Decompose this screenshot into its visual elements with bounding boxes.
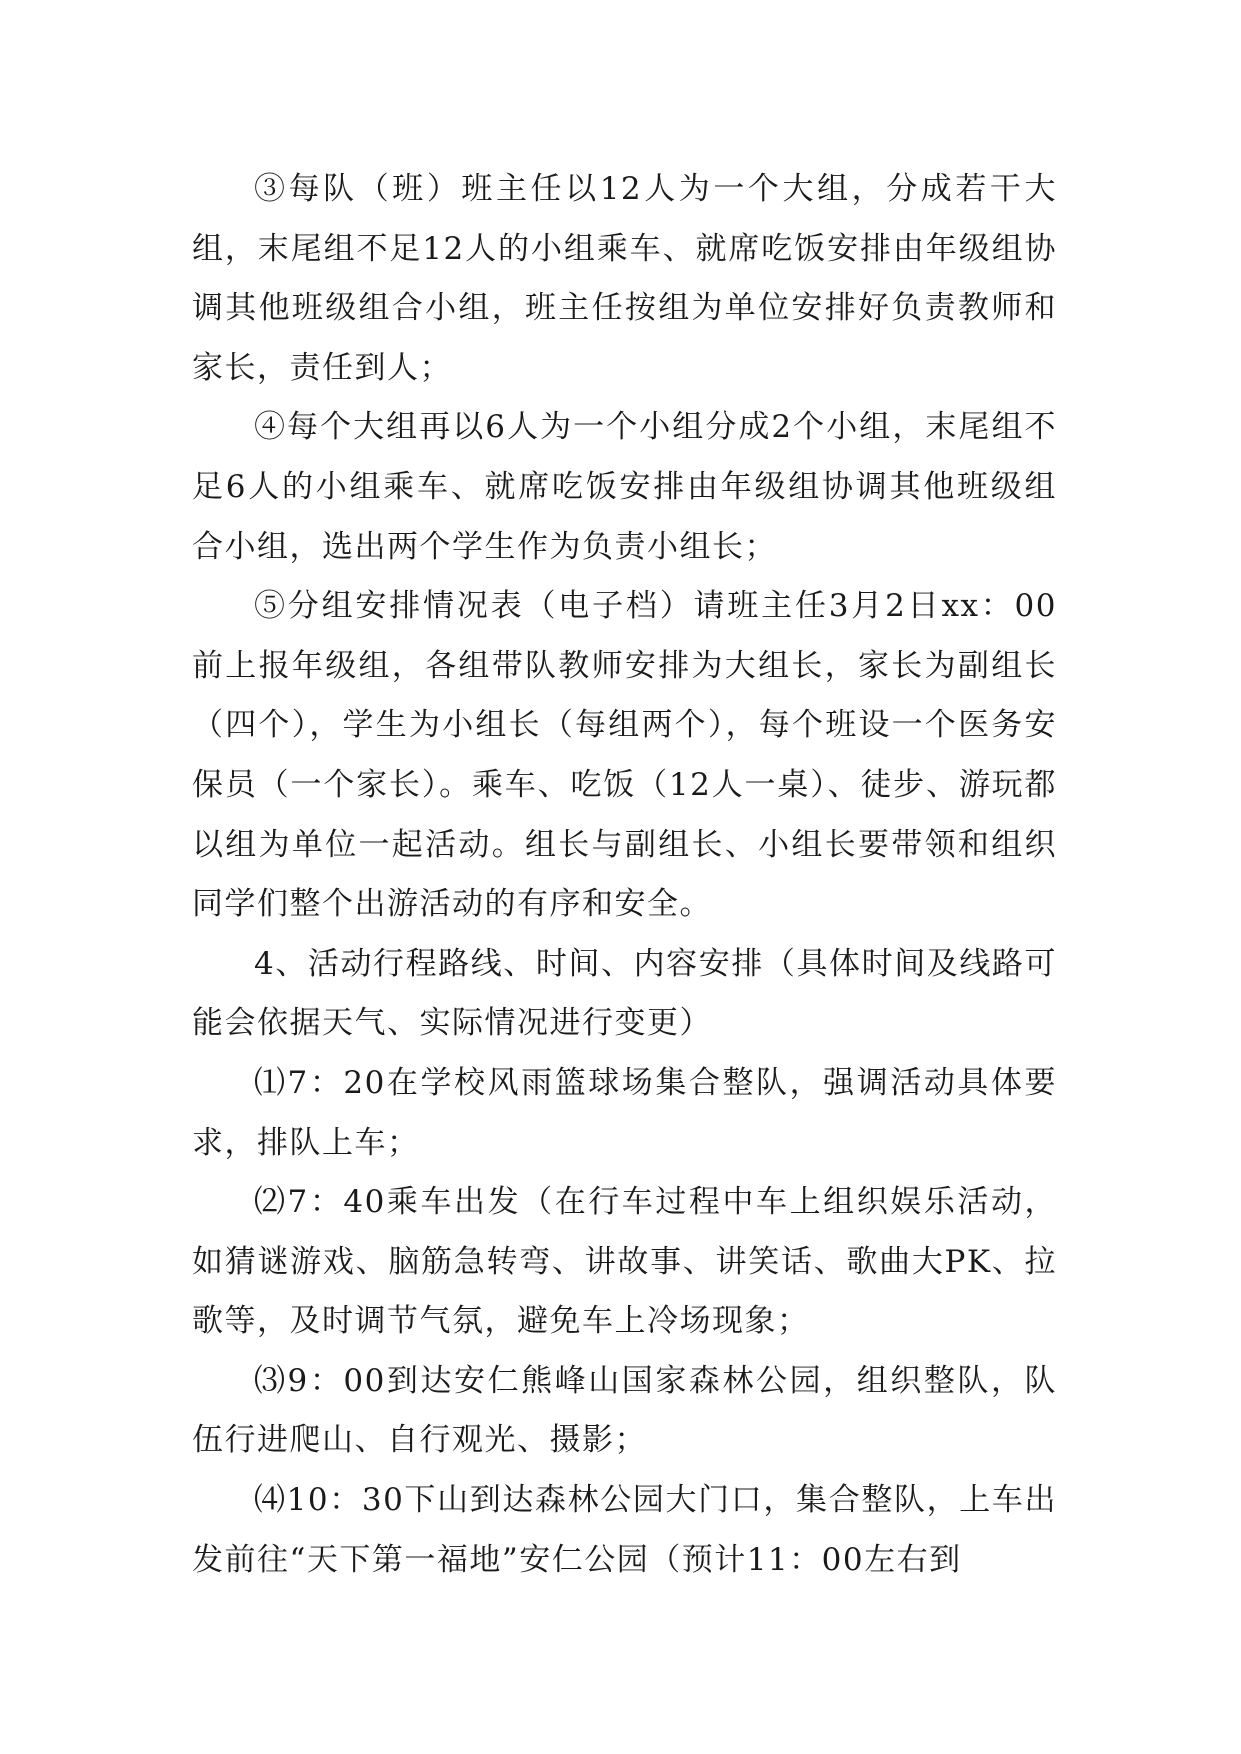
itinerary-item-4: ⑷10：30下山到达森林公园大门口，集合整队，上车出发前往“天下第一福地”安仁公园（预计11：00左右到 (192, 1482, 1057, 1578)
itinerary-item-2: ⑵7：40乘车出发（在行车过程中车上组织娱乐活动，如猜谜游戏、脑筋急转弯、讲故事、讲笑话、歌曲大PK、拉歌等，及时调节气氛，避免车上冷场现象； (192, 1184, 1057, 1340)
paragraph-grouping-small: ④每个大组再以6人为一个小组分成2个小组，末尾组不足6人的小组乘车、就席吃饭安排由年级组协调其他班级组合小组，选出两个学生作为负责小组长； (192, 409, 1057, 565)
paragraph-grouping-large: ③每队（班）班主任以12人为一个大组，分成若干大组，末尾组不足12人的小组乘车、就席吃饭安排由年级组协调其他班级组合小组，班主任按组为单位安排好负责教师和家长，责任到人； (192, 171, 1057, 386)
section-heading-itinerary: 4、活动行程路线、时间、内容安排（具体时间及线路可能会依据天气、实际情况进行变更） (192, 945, 1057, 1042)
document-body (192, 160, 1057, 1590)
itinerary-item-1: ⑴7：20在学校风雨篮球场集合整队，强调活动具体要求，排队上车； (192, 1064, 1057, 1161)
paragraph-grouping-report: ⑤分组安排情况表（电子档）请班主任3月2日xx：00前上报年级组，各组带队教师安排为大组长，家长为副组长（四个），学生为小组长（每组两个），每个班设一个医务安保员（一个家长）。乘车、吃饭（12人一桌）、徒步、游玩都以组为单位一起活动。组长与副组长、小组长要带领和组织同学们整个出游活动的有序和安全。 (192, 588, 1057, 923)
itinerary-item-3: ⑶9：00到达安仁熊峰山国家森林公园，组织整队，队伍行进爬山、自行观光、摄影； (192, 1362, 1057, 1459)
